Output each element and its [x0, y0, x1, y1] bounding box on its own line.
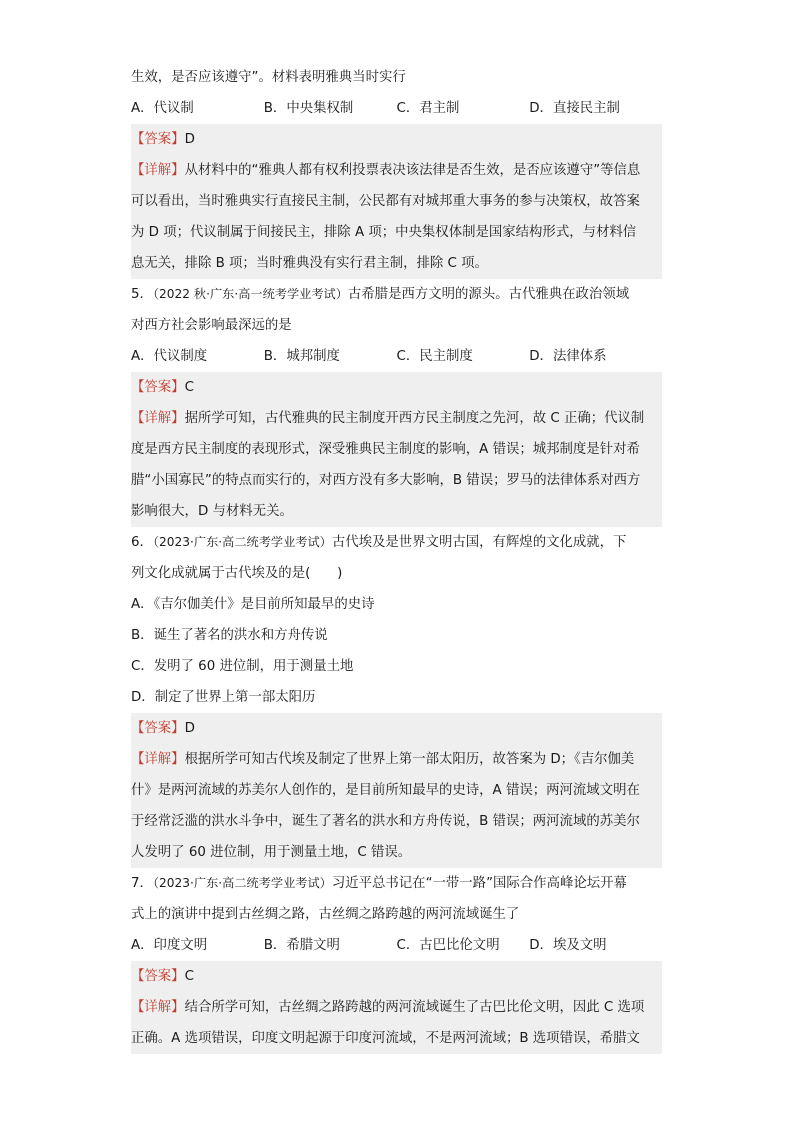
q6-source: （2023·广东·高二统考学业考试）: [152, 535, 332, 549]
detail-tag: 【详解】: [131, 752, 185, 767]
q4-detail-line: 可以看出，当时雅典实行直接民主制，公民都有对城邦重大事务的参与决策权，故答案: [131, 194, 640, 209]
q6-answer-block: [131, 713, 662, 868]
answer-value: D: [184, 132, 195, 147]
q7-answer-block: [131, 961, 662, 1054]
q4-option-c: C．君主制: [396, 101, 460, 116]
q6-detail-line: 人发明了 60 进位制，用于测量土地，C 错误。: [131, 845, 412, 860]
q5-detail-line: 影响很大，D 与材料无关。: [131, 504, 293, 519]
q7-option-b: B．希腊文明: [263, 938, 340, 953]
q5-answer: [131, 372, 662, 403]
q4-detail-line: 【详解】从材料中的“雅典人都有权利投票表决该法律是否生效，是否应该遵守”等信息: [131, 163, 641, 178]
q5-detail-line: 腊“小国寡民”的特点而实行的，对西方没有多大影响，B 错误；罗马的法律体系对西方: [131, 473, 641, 488]
q6-stem: 6．（2023·广东·高二统考学业考试）古代埃及是世界文明古国，有辉煌的文化成就，下: [131, 535, 627, 550]
answer-tag: 【答案】: [131, 969, 185, 984]
q4-option-a: A．代议制: [131, 101, 194, 116]
q5-option-d: D．法律体系: [529, 349, 607, 364]
q7-detail-line: 【详解】结合所学可知，古丝绸之路跨越的两河流域诞生了古巴比伦文明，因此 C 选项: [131, 1000, 645, 1015]
answer-value: D: [184, 721, 195, 736]
q6-option-b: B．诞生了著名的洪水和方舟传说: [131, 628, 328, 643]
answer-value: C: [184, 969, 194, 984]
q7-detail-line: 正确。A 选项错误，印度文明起源于印度河流域，不是两河流域；B 选项错误，希腊文: [131, 1031, 640, 1046]
q6-option-c: C．发明了 60 进位制，用于测量土地: [131, 659, 354, 674]
q7-option-a: A．印度文明: [131, 938, 208, 953]
q5-detail-line: 【详解】据所学可知，古代雅典的民主制度开西方民主制度之先河，故 C 正确；代议制: [131, 411, 645, 426]
q6-option-a: A．《吉尔伽美什》是目前所知最早的史诗: [131, 597, 375, 612]
q4-detail-line: 为 D 项；代议制属于间接民主，排除 A 项；中央集权体制是国家结构形式，与材料信: [131, 225, 637, 240]
q5-options: [131, 341, 662, 372]
answer-value: C: [184, 380, 194, 395]
q6-detail-line: 什》是两河流域的苏美尔人创作的，是目前所知最早的史诗，A 错误；两河流域文明在: [131, 783, 640, 798]
detail-tag: 【详解】: [131, 163, 185, 178]
q5-detail-line: 度是西方民主制度的表现形式，深受雅典民主制度的影响，A 错误；城邦制度是针对希: [131, 442, 640, 457]
q7-options: [131, 930, 662, 961]
detail-tag: 【详解】: [131, 1000, 185, 1015]
q6-stem-line: 列文化成就属于古代埃及的是( ): [131, 566, 343, 581]
q4-answer-block: [131, 124, 662, 279]
q5-option-a: A．代议制度: [131, 349, 208, 364]
q6-option-d: D．制定了世界上第一部太阳历: [131, 690, 316, 705]
q7-option-d: D．埃及文明: [529, 938, 607, 953]
q5-stem: 5．（2022 秋·广东·高一统考学业考试）古希腊是西方文明的源头。古代雅典在政治领域: [131, 287, 630, 302]
q4-option-d: D．直接民主制: [529, 101, 620, 116]
q7-stem: 7．（2023·广东·高二统考学业考试）习近平总书记在“一带一路”国际合作高峰论坛开幕: [131, 876, 627, 891]
q6-detail-line: 于经常泛滥的洪水斗争中，诞生了著名的洪水和方舟传说，B 错误；两河流域的苏美尔: [131, 814, 640, 829]
q6-number: 6．: [131, 535, 153, 550]
document-page: [131, 62, 662, 1054]
q4-detail-line: 息无关，排除 B 项；当时雅典没有实行君主制，排除 C 项。: [131, 256, 488, 271]
answer-tag: 【答案】: [131, 132, 185, 147]
q4-options: [131, 93, 662, 124]
q5-number: 5．: [131, 287, 153, 302]
q4-stem-tail: 生效，是否应该遵守”。材料表明雅典当时实行: [131, 70, 406, 85]
q6-answer: [131, 713, 662, 744]
answer-tag: 【答案】: [131, 721, 185, 736]
q5-source: （2022 秋·广东·高一统考学业考试）: [152, 287, 348, 301]
q6-detail-line: 【详解】根据所学可知古代埃及制定了世界上第一部太阳历，故答案为 D；《吉尔伽美: [131, 752, 635, 767]
q7-option-c: C．古巴比伦文明: [396, 938, 500, 953]
q7-source: （2023·广东·高二统考学业考试）: [152, 876, 332, 890]
q4-option-b: B．中央集权制: [263, 101, 354, 116]
q5-answer-block: [131, 372, 662, 527]
q7-stem-line: 式上的演讲中提到古丝绸之路，古丝绸之路跨越的两河流域诞生了: [131, 907, 520, 922]
detail-tag: 【详解】: [131, 411, 185, 426]
q4-answer: [131, 124, 662, 155]
q5-stem-line: 对西方社会影响最深远的是: [131, 318, 292, 333]
q7-number: 7．: [131, 876, 153, 891]
q5-option-b: B．城邦制度: [263, 349, 340, 364]
answer-tag: 【答案】: [131, 380, 185, 395]
q5-option-c: C．民主制度: [396, 349, 473, 364]
q7-answer: [131, 961, 662, 992]
